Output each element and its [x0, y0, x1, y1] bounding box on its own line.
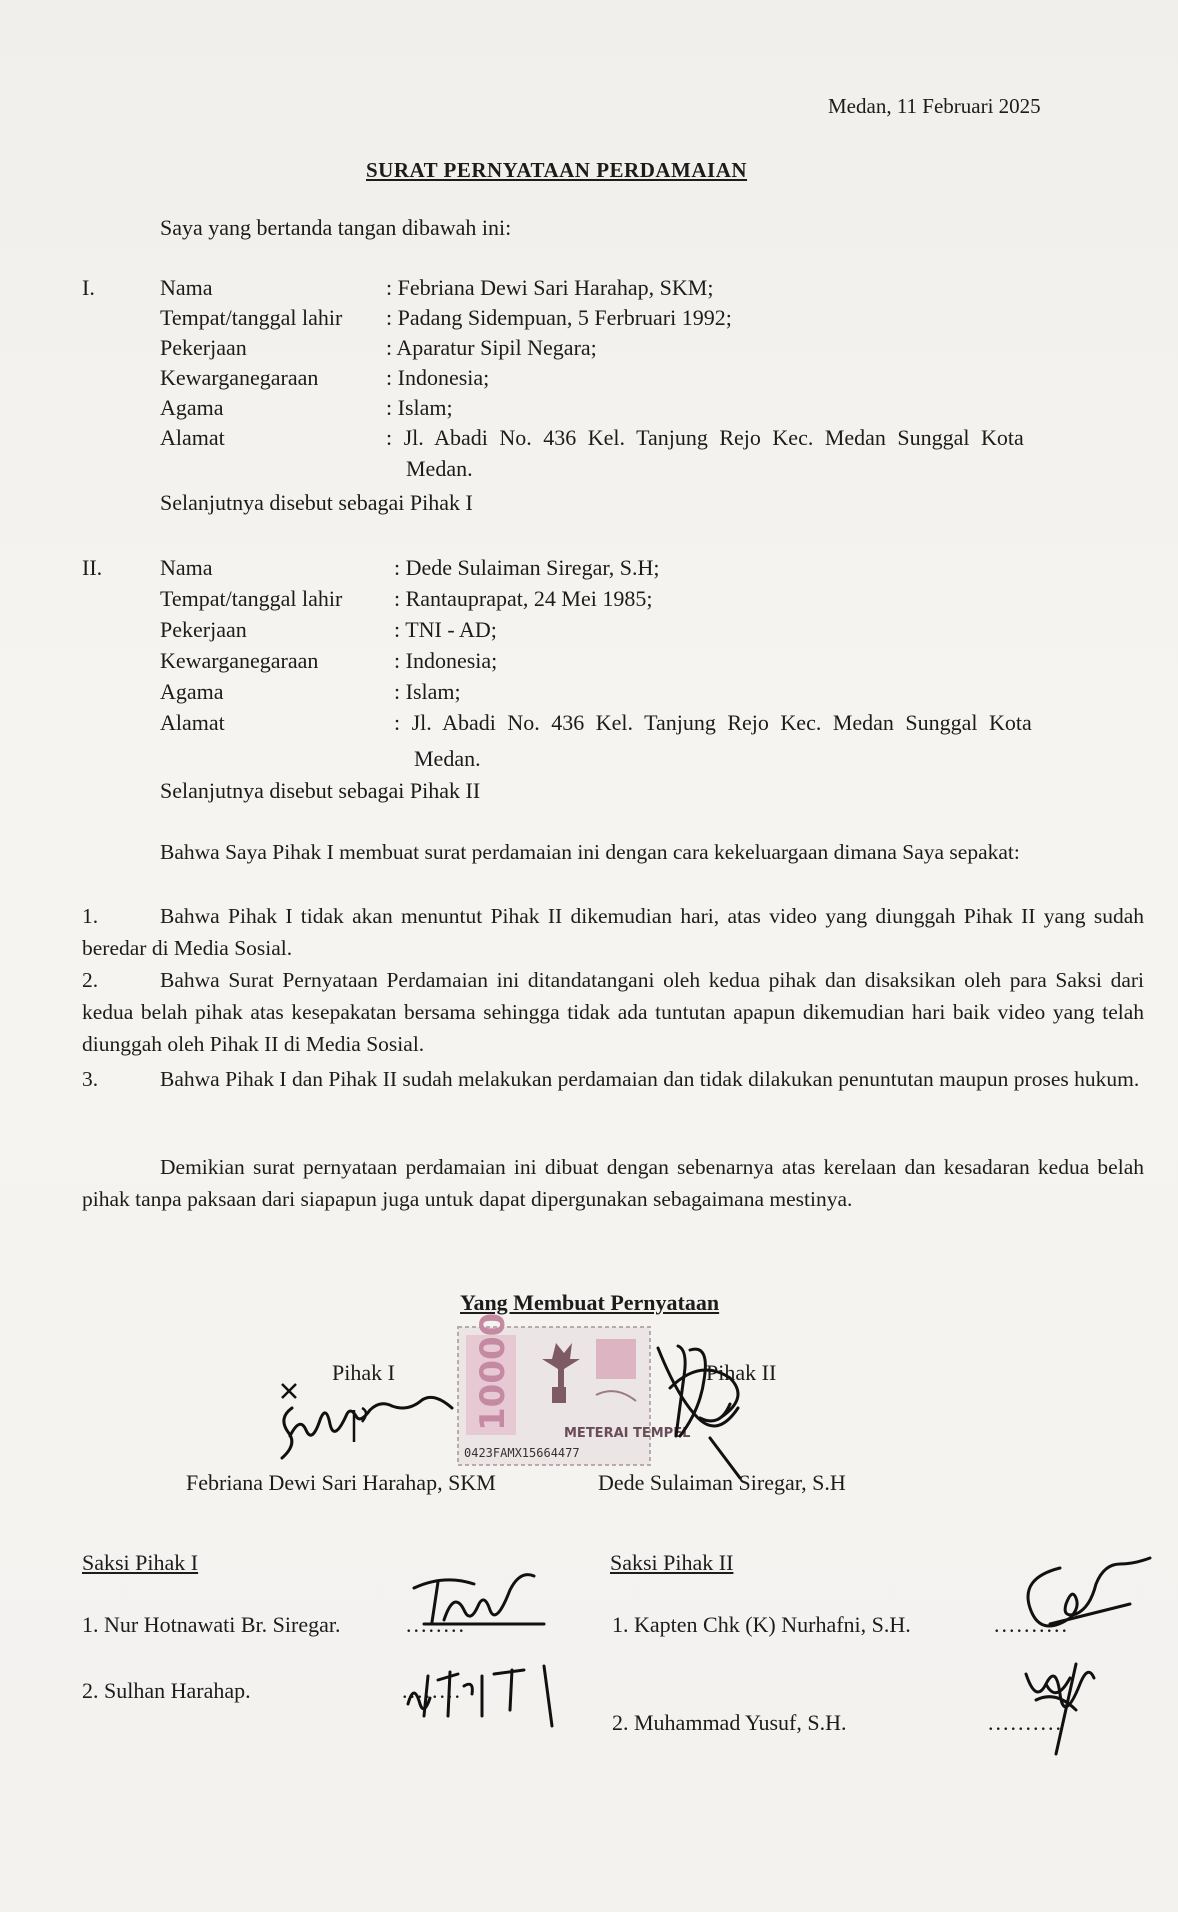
party1-label-nama: Nama: [160, 275, 213, 300]
point-text: Bahwa Pihak I dan Pihak II sudah melakukan perdamaian dan tidak dilakukan penuntutan maupun proses hukum.: [160, 1067, 1140, 1091]
party1-value-alamat: : Jl. Abadi No. 436 Kel. Tanjung Rejo Kec. Medan Sunggal Kota: [386, 425, 1024, 450]
stamp-value: 10000: [473, 1312, 513, 1431]
party1-value-nama: : Febriana Dewi Sari Harahap, SKM;: [386, 275, 714, 300]
point-number: 2.: [82, 968, 99, 992]
party1-label-ttl: Tempat/tanggal lahir: [160, 305, 343, 330]
party2-address-cont: Medan.: [414, 746, 481, 771]
party2-closing: Selanjutnya disebut sebagai Pihak II: [160, 778, 481, 803]
agreement-opening: Bahwa Saya Pihak I membuat surat perdamaian ini dengan cara kekeluargaan dimana Saya sepakat:: [160, 840, 1020, 864]
witness-party1-2: 2. Sulhan Harahap.: [82, 1678, 251, 1703]
party2-value-pekerjaan: : TNI - AD;: [394, 617, 497, 642]
closing-statement: Demikian surat pernyataan perdamaian ini dibuat dengan sebenarnya atas kerelaan dan kesadaran kedua belah pihak tanpa paksaan dari siapapun juga untuk dapat dipergunakan sebagaimana mestinya.: [82, 1155, 1144, 1211]
party2-signature: [630, 1328, 770, 1488]
party1-sign-label: Pihak I: [332, 1360, 395, 1385]
witness-party1-2-signature: [394, 1656, 574, 1736]
letter-date: Medan, 11 Februari 2025: [828, 94, 1041, 118]
signature-heading: Yang Membuat Pernyataan: [460, 1290, 720, 1315]
point-text: Bahwa Surat Pernyataan Perdamaian ini ditandatangani oleh kedua pihak dan disaksikan oleh para Saksi dari kedua belah pihak atas kesepakatan bersama sehingga tidak ada tuntutan apapun dikemudian hari baik video yang telah diunggah oleh Pihak II di Media Sosial.: [82, 968, 1144, 1056]
party2-label-ttl: Tempat/tanggal lahir: [160, 586, 343, 611]
party2-label-pekerjaan: Pekerjaan: [160, 617, 247, 642]
agreement-point-2: [82, 964, 1144, 1060]
party2-value-kewarganegaraan: : Indonesia;: [394, 648, 498, 673]
agreement-point-3: [82, 1063, 1144, 1095]
party1-label-agama: Agama: [160, 395, 224, 420]
witness-party2-2-signature: [1006, 1644, 1116, 1764]
party1-numeral: I.: [82, 275, 95, 300]
party1-signature: [262, 1378, 492, 1468]
witness-party2-heading: Saksi Pihak II: [610, 1550, 734, 1575]
party2-value-agama: : Islam;: [394, 679, 461, 704]
witness-party1-1-dots: ........: [406, 1612, 466, 1637]
witness-party1-1: 1. Nur Hotnawati Br. Siregar.: [82, 1612, 341, 1637]
witness-party2-1-dots: ..........: [994, 1612, 1069, 1637]
party1-value-ttl: : Padang Sidempuan, 5 Ferbruari 1992;: [386, 305, 732, 330]
party2-value-nama: : Dede Sulaiman Siregar, S.H;: [394, 555, 660, 580]
witness-party1-2-dots: ........: [402, 1678, 462, 1703]
party1-closing: Selanjutnya disebut sebagai Pihak I: [160, 490, 473, 515]
witness-party1-heading: Saksi Pihak I: [82, 1550, 199, 1575]
party2-label-kewarganegaraan: Kewarganegaraan: [160, 648, 319, 673]
witness-party2-2-dots: ..........: [988, 1710, 1063, 1735]
party2-sign-label: Pihak II: [706, 1360, 777, 1385]
party2-value-ttl: : Rantauprapat, 24 Mei 1985;: [394, 586, 653, 611]
witness-party2-1: 1. Kapten Chk (K) Nurhafni, S.H.: [612, 1612, 911, 1637]
party1-address-cont: Medan.: [406, 456, 473, 481]
witness-party2-2: 2. Muhammad Yusuf, S.H.: [612, 1710, 847, 1735]
party2-label-alamat: Alamat: [160, 710, 225, 735]
stamp-serial: 0423FAMX15664477: [464, 1446, 580, 1460]
party2-numeral: II.: [82, 555, 103, 580]
party1-value-kewarganegaraan: : Indonesia;: [386, 365, 490, 390]
stamp-text: METERAI TEMPEL: [564, 1426, 691, 1441]
party1-label-kewarganegaraan: Kewarganegaraan: [160, 365, 319, 390]
witness-party2-1-signature: [1010, 1548, 1176, 1638]
letter-title: SURAT PERNYATAAN PERDAMAIAN: [366, 158, 748, 182]
point-text: Bahwa Pihak I tidak akan menuntut Pihak II dikemudian hari, atas video yang diunggah Pihak II yang sudah beredar di Media Sosial.: [82, 904, 1144, 960]
party2-label-nama: Nama: [160, 555, 213, 580]
party2-value-alamat: : Jl. Abadi No. 436 Kel. Tanjung Rejo Kec. Medan Sunggal Kota: [394, 710, 1032, 735]
intro-text: Saya yang bertanda tangan dibawah ini:: [160, 215, 512, 240]
party1-value-agama: : Islam;: [386, 395, 453, 420]
agreement-point-1: [82, 900, 1144, 964]
party1-label-pekerjaan: Pekerjaan: [160, 335, 247, 360]
party2-label-agama: Agama: [160, 679, 224, 704]
witness-party1-1-signature: [404, 1570, 574, 1630]
party2-signer-name: Dede Sulaiman Siregar, S.H: [598, 1470, 846, 1495]
party1-value-pekerjaan: : Aparatur Sipil Negara;: [386, 335, 597, 360]
party1-label-alamat: Alamat: [160, 425, 225, 450]
point-number: 1.: [82, 904, 99, 928]
point-number: 3.: [82, 1067, 99, 1091]
party1-signer-name: Febriana Dewi Sari Harahap, SKM: [186, 1470, 496, 1495]
